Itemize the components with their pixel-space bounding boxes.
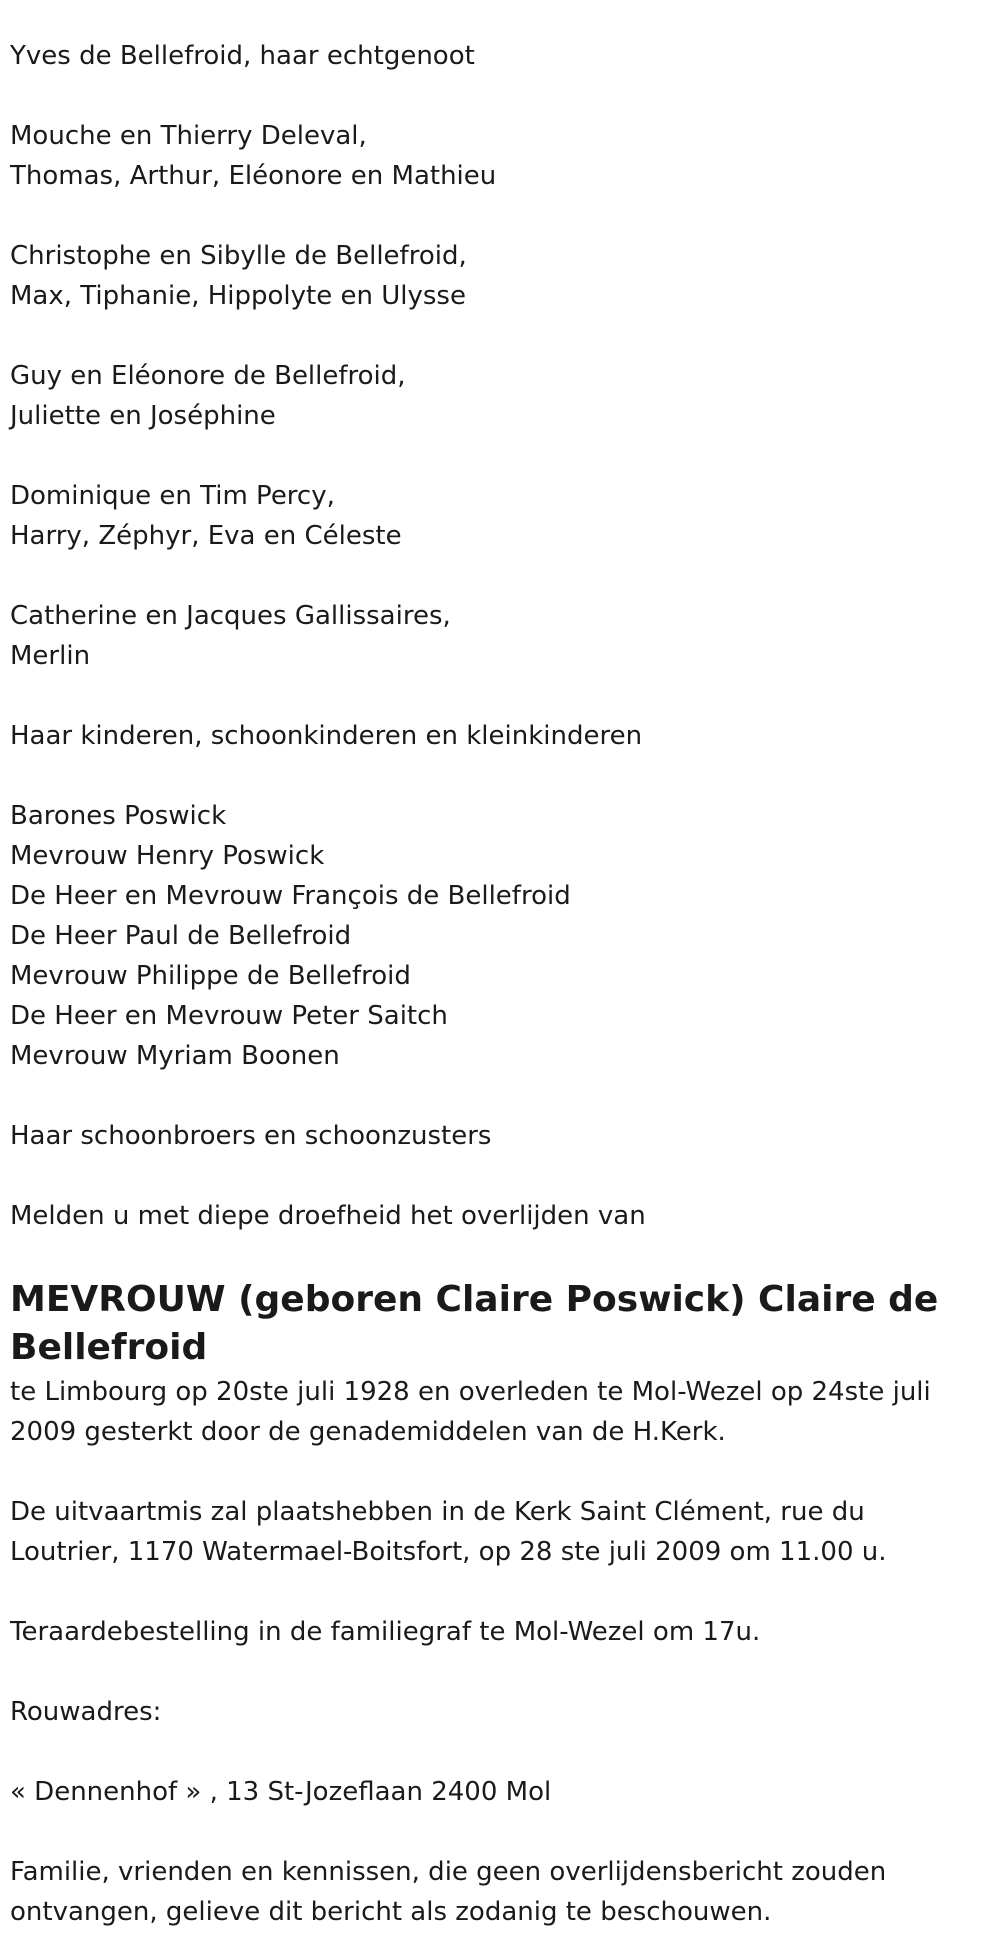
family-parents: Dominique en Tim Percy,	[10, 481, 335, 511]
family-children: Thomas, Arthur, Eléonore en Mathieu	[10, 161, 497, 191]
family-block	[10, 236, 990, 316]
in-law-name: De Heer Paul de Bellefroid	[10, 921, 352, 951]
family-block	[10, 476, 990, 556]
in-laws-summary-line: Haar schoonbroers en schoonzusters	[10, 1121, 492, 1151]
announcement-block	[10, 1196, 990, 1236]
closing-block	[10, 1852, 990, 1932]
children-summary-block	[10, 716, 990, 756]
in-law-name: Mevrouw Myriam Boonen	[10, 1041, 340, 1071]
family-parents: Mouche en Thierry Deleval,	[10, 121, 367, 151]
spouse-block	[10, 36, 990, 76]
family-parents: Catherine en Jacques Gallissaires,	[10, 601, 451, 631]
in-law-name: De Heer en Mevrouw Peter Saitch	[10, 1001, 448, 1031]
family-parents: Guy en Eléonore de Bellefroid,	[10, 361, 406, 391]
in-law-name: Barones Poswick	[10, 801, 227, 831]
mourning-address-block	[10, 1772, 990, 1812]
in-laws-block	[10, 796, 990, 1076]
family-children: Harry, Zéphyr, Eva en Céleste	[10, 521, 402, 551]
spouse-line: Yves de Bellefroid, haar echtgenoot	[10, 41, 475, 71]
birth-death-block	[10, 1372, 990, 1452]
in-law-name: De Heer en Mevrouw François de Bellefroid	[10, 881, 571, 911]
in-laws-summary-block	[10, 1116, 990, 1156]
burial-block	[10, 1612, 990, 1652]
in-law-name: Mevrouw Henry Poswick	[10, 841, 325, 871]
children-summary-line: Haar kinderen, schoonkinderen en kleinkinderen	[10, 721, 643, 751]
funeral-mass-block	[10, 1492, 990, 1572]
family-block	[10, 116, 990, 196]
family-children: Max, Tiphanie, Hippolyte en Ulysse	[10, 281, 466, 311]
birth-death-text: te Limbourg op 20ste juli 1928 en overleden te Mol-Wezel op 24ste juli 2009 gesterkt door de genademiddelen van de H.Kerk.	[10, 1377, 931, 1447]
funeral-mass-text: De uitvaartmis zal plaatshebben in de Kerk Saint Clément, rue du Loutrier, 1170 Watermael-Boitsfort, op 28 ste juli 2009 om 11.00 u.	[10, 1497, 887, 1567]
family-block	[10, 356, 990, 436]
mourning-address-label: Rouwadres:	[10, 1697, 162, 1727]
family-children: Merlin	[10, 641, 91, 671]
family-parents: Christophe en Sibylle de Bellefroid,	[10, 241, 467, 271]
burial-text: Teraardebestelling in de familiegraf te Mol-Wezel om 17u.	[10, 1617, 761, 1647]
family-block	[10, 596, 990, 676]
deceased-name-heading: MEVROUW (geboren Claire Poswick) Claire de Bellefroid	[10, 1279, 939, 1368]
family-children: Juliette en Joséphine	[10, 401, 276, 431]
announcement-line: Melden u met diepe droefheid het overlijden van	[10, 1201, 646, 1231]
mourning-address-label-block	[10, 1692, 990, 1732]
closing-text: Familie, vrienden en kennissen, die geen overlijdensbericht zouden ontvangen, gelieve dit bericht als zodanig te beschouwen.	[10, 1857, 887, 1927]
mourning-address: « Dennenhof » , 13 St-Jozeflaan 2400 Mol	[10, 1777, 552, 1807]
in-law-name: Mevrouw Philippe de Bellefroid	[10, 961, 411, 991]
